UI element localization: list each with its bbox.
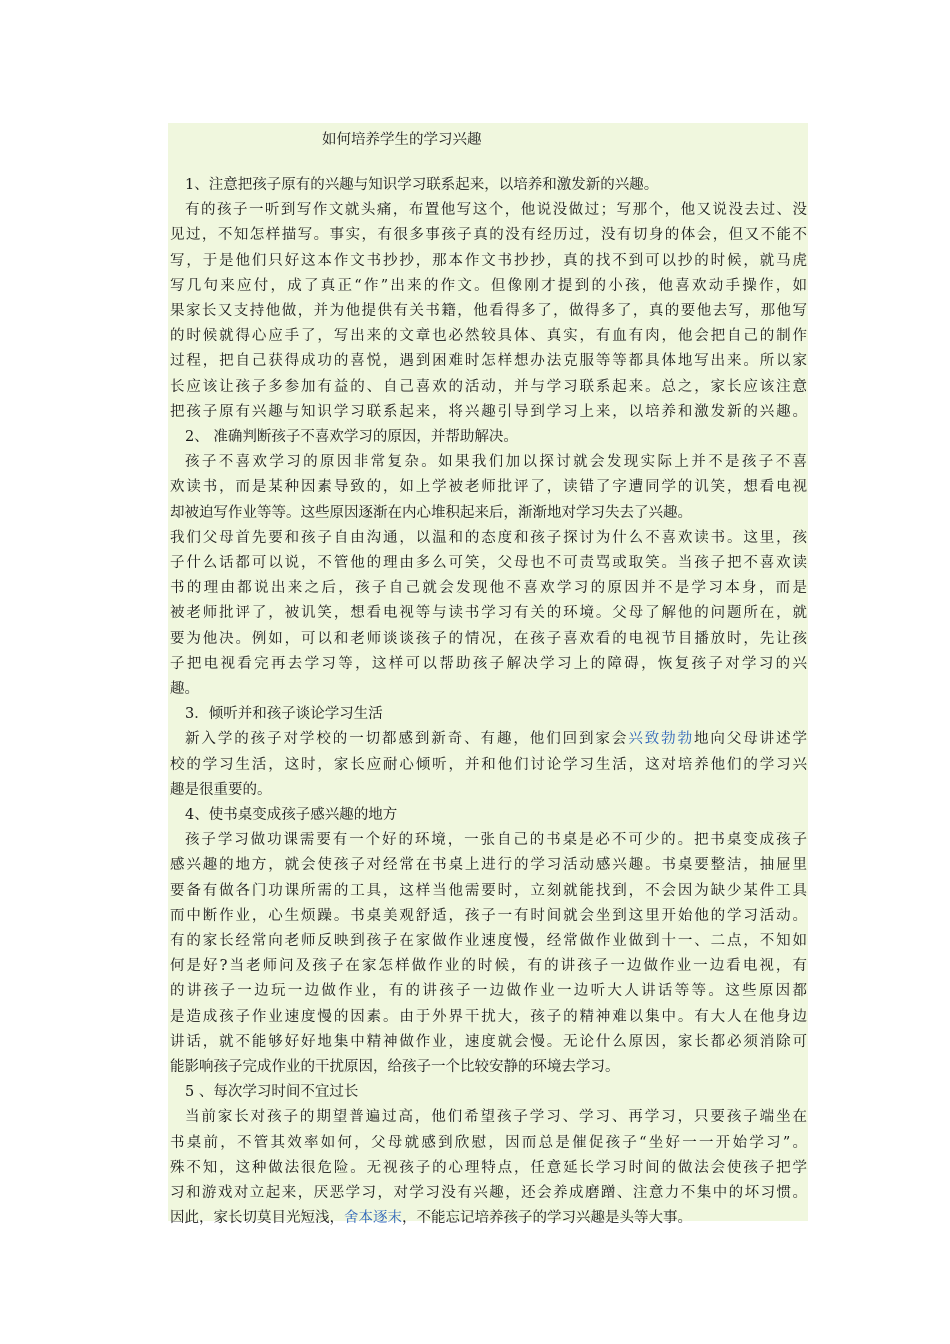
text-line: 长应该让孩子多参加有益的、自己喜欢的活动，并与学习联系起来。总之，家长应该注意	[170, 378, 807, 395]
text-line: 的时候就得心应手了，写出来的文章也必然较具体、真实，有血有肉，他会把自己的制作	[170, 328, 807, 345]
text-line	[170, 1208, 807, 1228]
text-segment: ，不能忘记培养孩子的学习兴趣是头等大事。	[402, 1210, 692, 1227]
text-line: 孩子学习做功课需要有一个好的环境，一张自己的书桌是必不可少的。把书桌变成孩子	[185, 832, 807, 849]
text-line: 有的家长经常向老师反映到孩子在家做作业速度慢，经常做作业做到十一、二点，不知如	[170, 933, 807, 949]
inline-link[interactable]: 舍本逐末	[344, 1210, 402, 1227]
text-segment: 地向父母讲述学	[694, 731, 808, 748]
text-line: 2、 准确判断孩子不喜欢学习的原因，并帮助解决。	[185, 429, 518, 445]
text-line: 子把电视看完再去学习等，这样可以帮助孩子解决学习上的障碍，恢复孩子对学习的兴	[170, 655, 807, 672]
text-line: 的讲孩子一边玩一边做作业，有的讲孩子一边做作业一边听大人讲话等等。这些原因都	[170, 983, 807, 1000]
text-line: 1、注意把孩子原有的兴趣与知识学习联系起来，以培养和激发新的兴趣。	[185, 177, 659, 193]
text-line	[185, 729, 807, 749]
text-line: 讲话，就不能够好好地集中精神做作业，速度就会慢。无论什么原因，家长都必须消除可	[170, 1033, 807, 1050]
text-line: 欢读书，而是某种因素导致的，如上学被老师批评了，读错了字遭同学的讥笑，想看电视	[170, 479, 807, 496]
text-line: 把孩子原有兴趣与知识学习联系起来，将兴趣引导到学习上来，以培养和激发新的兴趣。	[170, 403, 807, 420]
text-line: 趣是很重要的。	[170, 781, 272, 798]
text-line: 要为他决。例如，可以和老师谈谈孩子的情况，在孩子喜欢看的电视节目播放时，先让孩	[170, 630, 807, 647]
text-line: 子什么话都可以说，不管他的理由多么可笑，父母也不可责骂或取笑。当孩子把不喜欢读	[170, 555, 807, 571]
text-line: 能影响孩子完成作业的干扰原因，给孩子一个比较安静的环境去学习。	[170, 1059, 620, 1075]
text-line: 是造成孩子作业速度慢的因素。由于外界干扰大，孩子的精神难以集中。有大人在他身边	[170, 1008, 807, 1025]
text-line: 书桌前，不管其效率如何，父母就感到欣慰，因而总是催促孩子“坐好一一开始学习”。	[170, 1134, 807, 1151]
text-line: 书的理由都说出来之后，孩子自己就会发现他不喜欢学习的原因并不是学习本身，而是	[170, 580, 807, 597]
text-line: 有的孩子一听到写作文就头痛，布置他写这个，他说没做过；写那个，他又说没去过、没	[185, 202, 807, 219]
text-segment: 因此，家长切莫目光短浅，	[170, 1210, 344, 1227]
text-line: 我们父母首先要和孩子自由沟通，以温和的态度和孩子探讨为什么不喜欢读书。这里，孩	[170, 529, 807, 546]
text-line: 趣。	[170, 681, 199, 697]
text-line: 殊不知，这种做法很危险。无视孩子的心理特点，任意延长学习时间的做法会使孩子把学	[170, 1159, 807, 1176]
text-line: 果家长又支持他做，并为他提供有关书籍，他看得多了，做得多了，真的要他去写，那他写	[170, 303, 807, 319]
text-line: 过程，把自己获得成功的喜悦，遇到困难时怎样想办法克服等等都具体地写出来。所以家	[170, 353, 807, 370]
article-title: 如何培养学生的学习兴趣	[322, 132, 482, 148]
text-line: 却被迫写作业等等。这些原因逐渐在内心堆积起来后，渐渐地对学习失去了兴趣。	[170, 504, 692, 521]
text-line: 习和游戏对立起来，厌恶学习，对学习没有兴趣，还会养成磨蹭、注意力不集中的坏习惯。	[170, 1185, 807, 1201]
text-line: 5 、每次学习时间不宜过长	[185, 1084, 359, 1101]
text-line: 3．倾听并和孩子谈论学习生活	[185, 706, 383, 723]
text-line: 而中断作业，心生烦躁。书桌美观舒适，孩子一有时间就会坐到这里开始他的学习活动。	[170, 907, 807, 924]
text-line: 写几句来应付，成了真正“作”出来的作文。但像刚才提到的小孩，他喜欢动手操作，如	[170, 277, 807, 294]
text-line: 要备有做各门功课所需的工具，这样当他需要时，立刻就能找到，不会因为缺少某件工具	[170, 882, 807, 899]
text-line: 见过，不知怎样描写。事实，有很多事孩子真的没有经历过，没有切身的体会，但又不能不	[170, 227, 807, 244]
inline-link[interactable]: 兴致勃勃	[628, 731, 694, 748]
text-line: 被老师批评了，被讥笑，想看电视等与读书学习有关的环境。父母了解他的问题所在，就	[170, 605, 807, 622]
text-line: 写，于是他们只好这本作文书抄抄，那本作文书抄抄，真的找不到可以抄的时候，就马虎	[170, 252, 807, 269]
text-line: 何是好?当老师问及孩子在家怎样做作业的时候，有的讲孩子一边做作业一边看电视，有	[170, 958, 807, 975]
text-line: 4、使书桌变成孩子感兴趣的地方	[185, 807, 398, 823]
text-line: 感兴趣的地方，就会使孩子对经常在书桌上进行的学习活动感兴趣。书桌要整洁，抽屉里	[170, 857, 807, 874]
text-segment: 新入学的孩子对学校的一切都感到新奇、有趣，他们回到家会	[185, 731, 629, 748]
text-line: 当前家长对孩子的期望普遍过高，他们希望孩子学习、学习、再学习，只要孩子端坐在	[185, 1109, 807, 1126]
text-line: 孩子不喜欢学习的原因非常复杂。如果我们加以探讨就会发现实际上并不是孩子不喜	[185, 454, 807, 471]
text-line: 校的学习生活，这时，家长应耐心倾听，并和他们讨论学习生活，这对培养他们的学习兴	[170, 756, 807, 773]
